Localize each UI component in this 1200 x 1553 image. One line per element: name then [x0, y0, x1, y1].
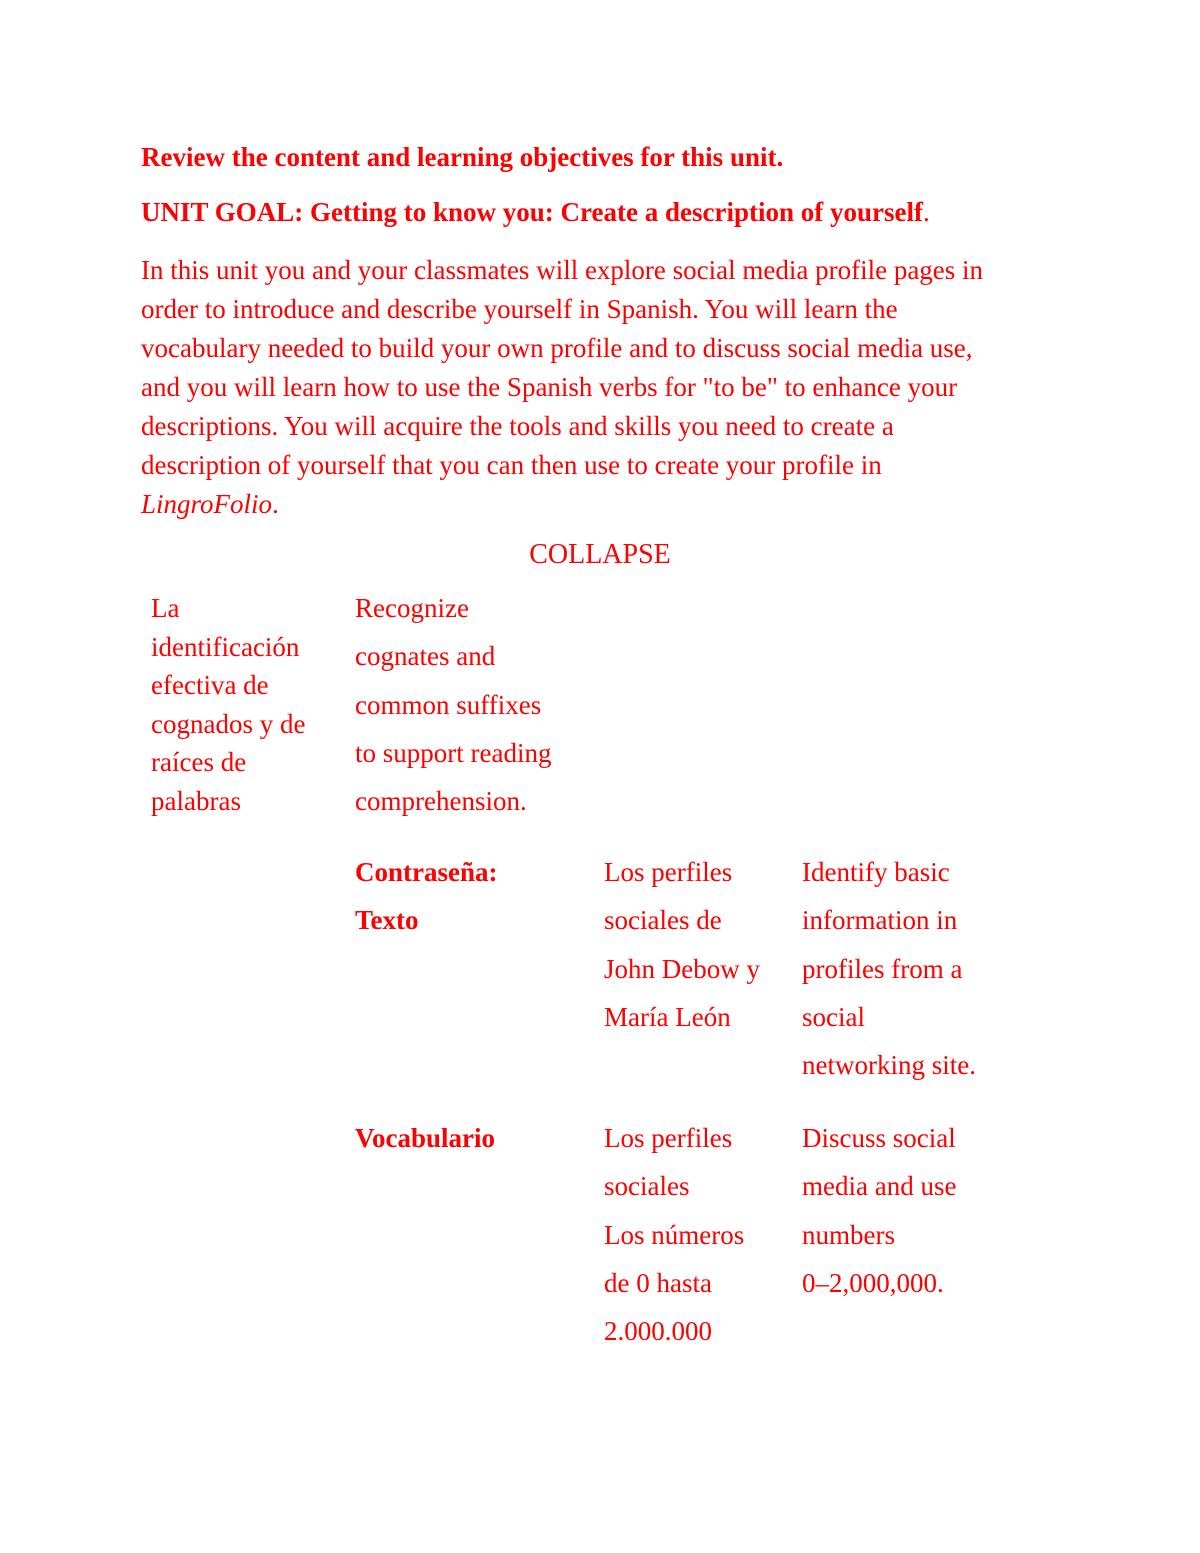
unit-goal-period: .	[922, 197, 930, 227]
cell-line: Texto	[355, 905, 419, 936]
row1-objective-cell	[355, 584, 551, 825]
lingrofolio-italic: LingroFolio	[141, 489, 273, 519]
cell-line: comprehension.	[355, 786, 527, 817]
cell-line: María León	[604, 1001, 731, 1032]
cell-line: common suffixes	[355, 689, 542, 720]
cell-line: La	[151, 593, 180, 623]
cell-line: Identify basic	[802, 857, 950, 887]
cell-line: raíces de	[151, 747, 247, 777]
cell-line: to support reading	[355, 737, 552, 768]
cell-line: 2.000.000	[604, 1316, 712, 1347]
cell-line: Vocabulario	[355, 1123, 496, 1153]
cell-line: Recognize	[355, 593, 469, 623]
cell-line: de 0 hasta	[604, 1267, 712, 1298]
row3-content-cell	[604, 1114, 744, 1355]
cell-line: networking site.	[802, 1050, 976, 1081]
cell-line: palabras	[151, 785, 241, 816]
cell-line: Los perfiles	[604, 1123, 733, 1153]
row2-content-cell	[604, 848, 760, 1041]
intro-line: order to introduce and describe yourself in Spanish. You will learn the	[141, 294, 898, 324]
cell-line: John Debow y	[604, 953, 760, 984]
cell-line: social	[802, 1001, 865, 1032]
cell-line: sociales de	[604, 905, 722, 936]
intro-line: and you will learn how to use the Spanish verbs for "to be" to enhance your	[141, 372, 958, 402]
cell-line: Contraseña:	[355, 857, 498, 887]
intro-line-last	[141, 485, 1071, 524]
row3-section-cell	[355, 1114, 495, 1162]
intro-line: vocabulary needed to build your own profile and to discuss social media use,	[141, 333, 973, 363]
cell-line: Los perfiles	[604, 857, 733, 887]
cell-line: cognados y de	[151, 708, 306, 739]
intro-line: description of yourself that you can then use to create your profile in	[141, 450, 882, 480]
cell-line: profiles from a	[802, 953, 963, 984]
row3-objective-cell	[802, 1114, 956, 1307]
row2-section-cell	[355, 848, 498, 945]
cell-line: information in	[802, 905, 958, 936]
intro-line: descriptions. You will acquire the tools and skills you need to create a	[141, 411, 894, 441]
cell-line: Discuss social	[802, 1123, 956, 1153]
cell-line: efectiva de	[151, 670, 269, 700]
unit-goal-text: UNIT GOAL: Getting to know you: Create a description of yourself	[141, 197, 923, 227]
cell-line: Los números	[604, 1219, 745, 1250]
review-heading: Review the content and learning objectives for this unit.	[141, 142, 784, 172]
intro-end-period: .	[272, 489, 279, 519]
cell-line: sociales	[604, 1171, 690, 1202]
cell-line: numbers	[802, 1219, 895, 1250]
intro-paragraph	[141, 251, 1071, 524]
cell-line: 0–2,000,000.	[802, 1267, 944, 1298]
intro-line: In this unit you and your classmates will explore social media profile pages in	[141, 255, 984, 285]
cell-line: media and use	[802, 1171, 957, 1202]
collapse-toggle[interactable]: COLLAPSE	[529, 539, 671, 570]
row2-objective-cell	[802, 848, 976, 1089]
cell-line: cognates and	[355, 641, 496, 672]
unit-goal-heading	[141, 197, 930, 228]
cell-line: identificación	[151, 631, 300, 662]
row1-topic-cell	[151, 589, 305, 820]
